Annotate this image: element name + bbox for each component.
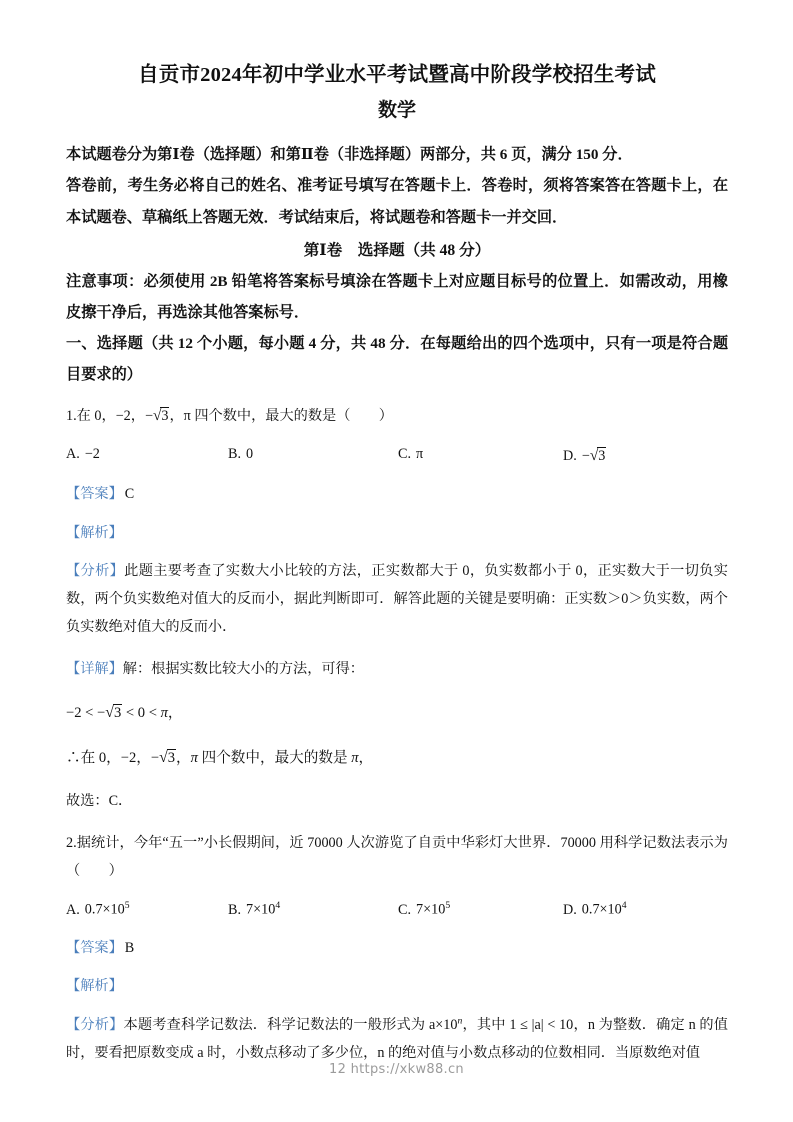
multiple-choice-part-heading [66, 328, 728, 390]
question-1-detail-final: 故选：C． [66, 793, 133, 810]
option-c-text: π [416, 446, 424, 463]
option-d-exponent: 4 [621, 900, 627, 912]
question-1-explain-tag [66, 520, 728, 548]
question-2-stem [66, 830, 728, 885]
exam-instructions [66, 139, 728, 232]
question-1-option-b[interactable] [228, 442, 398, 470]
part-heading-text: 一、选择题（共 12 个小题，每小题 4 分，共 48 分．在每题给出的四个选项中，只有一项是符合题目要求的） [66, 335, 728, 384]
question-1-option-a[interactable] [66, 442, 228, 470]
question-2-analysis-mid: ，其中 1 ≤ |a| < 10，n 为整数．确定 n 的值时，要看把原数变成 a 时，小数点移动了多少位，n 的绝对值与小数点移动的位数相同．当原数绝对值 [66, 1017, 728, 1061]
question-1-detail-conclusion: ∴在 0，−2，−√3，π 四个数中，最大的数是 π， [66, 748, 374, 766]
option-c-label: C. [398, 446, 412, 463]
question-2-option-d[interactable] [563, 897, 723, 923]
question-2-option-c[interactable] [398, 897, 563, 923]
question-1-stem [66, 401, 728, 431]
question-1-detail-formula: −2 < −√3 < 0 < π， [66, 703, 183, 721]
question-2-analysis-pre: 本题考查科学记数法．科学记数法的一般形式为 a×10 [123, 1017, 458, 1034]
analysis-tag: 【分析】 [66, 1017, 124, 1034]
page-content [66, 60, 728, 1082]
question-2 [66, 830, 728, 1067]
question-2-answer-value: B [124, 939, 135, 956]
question-1-number: 1. [66, 407, 77, 424]
question-2-answer [66, 935, 728, 963]
explain-tag: 【解析】 [66, 978, 123, 995]
answer-tag: 【答案】 [66, 486, 123, 503]
option-b-label: B. [228, 902, 242, 919]
option-a-label: A. [66, 902, 80, 919]
question-2-explain-tag [66, 973, 728, 1001]
answer-tag: 【答案】 [66, 939, 123, 956]
question-1-option-c[interactable] [398, 442, 563, 470]
exam-notice [66, 266, 728, 328]
question-1-detail-intro [66, 656, 728, 684]
detail-tag: 【详解】 [66, 660, 123, 677]
question-2-analysis-exponent: n [457, 1015, 463, 1027]
question-2-number: 2. [66, 835, 77, 852]
option-d-text: −√3 [581, 447, 606, 465]
option-a-exponent: 5 [124, 900, 130, 912]
question-1-options [66, 442, 728, 470]
question-2-stem-text: 据统计，今年“五一”小长假期间，近 70000 人次游览了自贡中华彩灯大世界．70000 用科学记数法表示为（ ） [66, 835, 728, 879]
question-1-option-d[interactable] [563, 442, 723, 470]
option-a-text: −2 [84, 446, 100, 463]
question-1-detail-intro-text: 解：根据实数比较大小的方法，可得： [122, 660, 364, 677]
option-b-base: 7×10 [246, 902, 276, 919]
option-d-label: D. [563, 902, 577, 919]
option-b-exponent: 4 [275, 900, 281, 912]
option-c-base: 7×10 [416, 902, 446, 919]
option-b-label: B. [228, 446, 242, 463]
question-2-option-b[interactable] [228, 897, 398, 923]
option-c-exponent: 5 [445, 900, 451, 912]
option-d-label: D. [563, 448, 577, 465]
question-2-option-a[interactable] [66, 897, 228, 923]
question-1-analysis [66, 558, 728, 641]
question-1-answer [66, 481, 728, 509]
question-1-stem-post: ，π 四个数中，最大的数是（ ） [169, 407, 393, 424]
page-subtitle: 数学 [377, 99, 416, 121]
sqrt-glyph: √3 [152, 406, 169, 424]
section-heading-part-1: 第Ⅰ卷 选择题（共 48 分） [303, 241, 491, 259]
option-c-label: C. [398, 902, 412, 919]
instruction-line-1: 本试题卷分为第Ⅰ卷（选择题）和第Ⅱ卷（非选择题）两部分，共 6 页，满分 150 分． [66, 146, 633, 164]
question-1-answer-value: C [124, 486, 135, 503]
option-d-base: 0.7×10 [581, 902, 622, 919]
question-1-analysis-text: 此题主要考查了实数大小比较的方法，正实数都大于 0，负实数都小于 0，正实数大于一切负实数，两个负实数绝对值大的反而小，据此判断即可．解答此题的关键是要明确：正实数＞0＞负实数，两个负实数绝对值大的反而小． [66, 563, 728, 635]
analysis-tag: 【分析】 [66, 563, 125, 580]
question-1 [66, 401, 728, 816]
option-a-label: A. [66, 446, 80, 463]
question-1-stem-pre: 在 0，−2，− [76, 407, 153, 424]
explain-tag: 【解析】 [66, 524, 123, 541]
notice-text: 注意事项：必须使用 2B 铅笔将答案标号填涂在答题卡上对应题目标号的位置上．如需改动，用橡皮擦干净后，再选涂其他答案标号． [66, 272, 728, 322]
page-title: 自贡市2024年初中学业水平考试暨高中阶段学校招生考试 [138, 64, 656, 86]
instruction-line-2: 答卷前，考生务必将自己的姓名、准考证号填写在答题卡上．答卷时，须将答案答在答题卡上，在本试题卷、草稿纸上答题无效．考试结束后，将试题卷和答题卡一并交回． [66, 177, 728, 226]
question-2-options [66, 897, 728, 923]
option-a-base: 0.7×10 [84, 902, 125, 919]
option-b-text: 0 [246, 446, 254, 463]
question-2-analysis [66, 1012, 728, 1067]
page-footer: 12 https://xkw88.cn [329, 1062, 464, 1077]
